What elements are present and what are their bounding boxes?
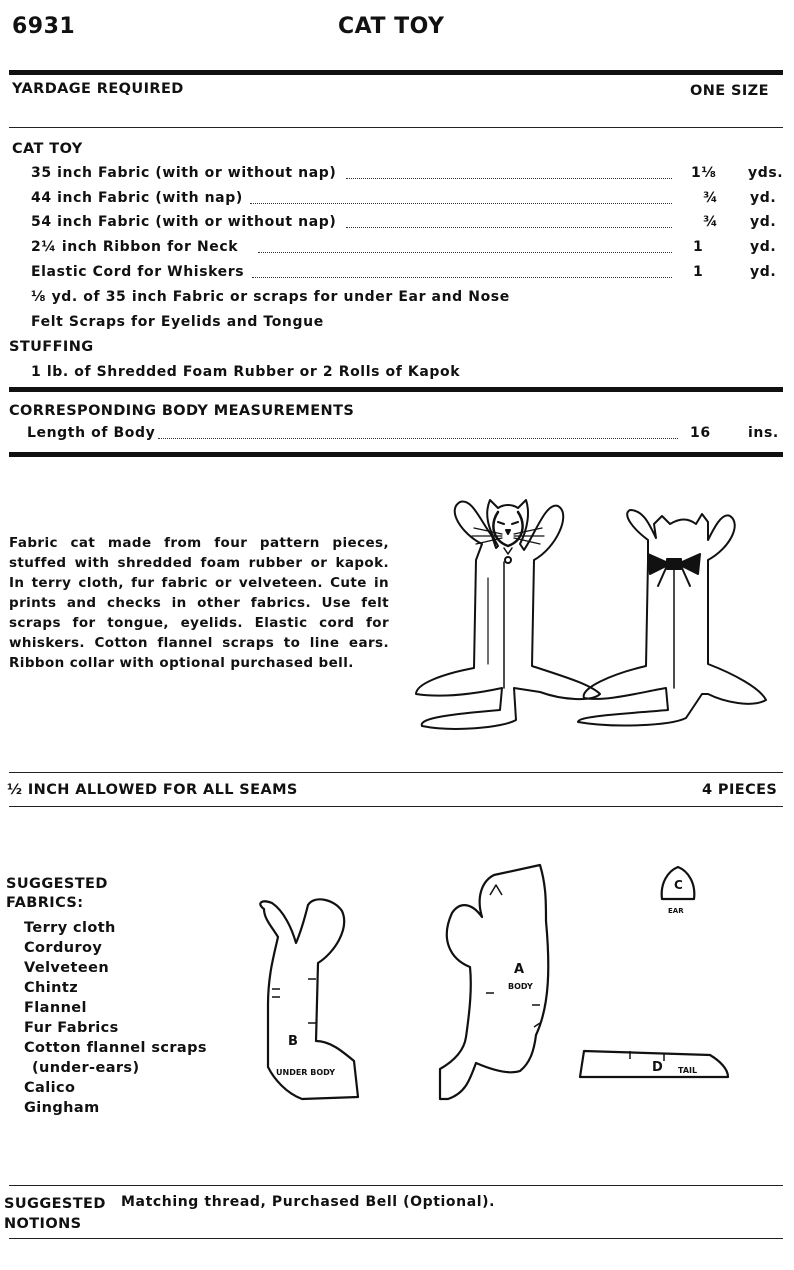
leader-dots (258, 252, 672, 253)
pattern-number: 6931 (12, 14, 76, 39)
fabric-item: Calico (24, 1080, 76, 1096)
yardage-row (0, 214, 794, 236)
fabric-item: Terry cloth (24, 920, 116, 936)
leader-dots (252, 277, 672, 278)
piece-c-letter: C (674, 878, 683, 892)
notions-heading (4, 1194, 106, 1234)
fabric-item: Cotton flannel scraps (24, 1040, 207, 1056)
row-qty: 1 (693, 264, 704, 280)
piece-d-label: TAIL (678, 1066, 698, 1075)
row-label: 44 inch Fabric (with nap) (31, 190, 243, 206)
leader-dots (158, 438, 678, 439)
piece-c-label: EAR (668, 907, 684, 915)
piece-count: 4 PIECES (702, 782, 778, 798)
row-unit: yd. (750, 239, 777, 255)
piece-b-letter: B (288, 1034, 298, 1049)
row-label: 35 inch Fabric (with or without nap) (31, 165, 337, 181)
piece-a-label: BODY (508, 982, 533, 991)
cat-illustration (412, 488, 784, 743)
row-qty: 1⅛ (691, 165, 717, 181)
divider (9, 806, 783, 807)
measurement-row (0, 425, 794, 447)
description: Fabric cat made from four pattern pieces, stuffed with shredded foam rubber or kapok. In terry cloth, fur fabric or velveteen. Cute in prints and checks in other fabrics. Use felt scraps for tongue, eyelids. Elastic cord for whiskers. Cotton flannel scraps to line ears. Ribbon collar with optional purchased bell. (9, 535, 389, 671)
item-heading: CAT TOY (12, 141, 83, 157)
row-qty: 1 (693, 239, 704, 255)
yardage-heading: YARDAGE REQUIRED (12, 81, 184, 97)
fabrics-heading-line: FABRICS: (6, 895, 84, 911)
divider (9, 387, 783, 392)
yardage-row (0, 165, 794, 187)
row-unit: yd. (750, 190, 777, 206)
fabric-item: Flannel (24, 1000, 87, 1016)
fabrics-heading (6, 875, 108, 913)
fabric-item: Fur Fabrics (24, 1020, 119, 1036)
notions-heading-line: NOTIONS (4, 1216, 82, 1232)
row-qty: ¾ (703, 214, 719, 230)
fabric-item: Chintz (24, 980, 79, 996)
divider (9, 452, 783, 457)
fabric-item: Velveteen (24, 960, 110, 976)
row-unit: ins. (748, 425, 779, 441)
leader-dots (346, 178, 672, 179)
leader-dots (346, 227, 672, 228)
pattern-pieces-diagram (250, 855, 750, 1105)
piece-b-label: UNDER BODY (276, 1068, 335, 1077)
divider (9, 70, 783, 75)
divider (9, 1185, 783, 1186)
fabric-item: (under-ears) (32, 1060, 140, 1076)
fabric-item: Corduroy (24, 940, 103, 956)
divider (9, 1238, 783, 1239)
divider (9, 772, 783, 773)
yardage-row (0, 264, 794, 286)
row-unit: yd. (750, 214, 777, 230)
extra-line: Felt Scraps for Eyelids and Tongue (31, 314, 324, 330)
row-unit: yds. (748, 165, 784, 181)
divider (9, 127, 783, 128)
yardage-row (0, 239, 794, 261)
extra-line: ⅛ yd. of 35 inch Fabric or scraps for under Ear and Nose (31, 289, 510, 305)
row-qty: 16 (690, 425, 711, 441)
size-label: ONE SIZE (690, 83, 769, 99)
piece-d-letter: D (652, 1060, 663, 1075)
seam-allowance: ½ INCH ALLOWED FOR ALL SEAMS (7, 782, 298, 798)
row-label: Elastic Cord for Whiskers (31, 264, 245, 280)
stuffing-heading: STUFFING (9, 339, 94, 355)
row-label: Length of Body (27, 425, 156, 441)
row-qty: ¾ (703, 190, 719, 206)
measurements-heading: CORRESPONDING BODY MEASUREMENTS (9, 403, 355, 419)
back-cat-outline (578, 510, 766, 725)
notions-heading-line: SUGGESTED (4, 1196, 106, 1212)
piece-a-letter: A (514, 962, 525, 977)
fabric-item: Gingham (24, 1100, 100, 1116)
row-label: 2¼ inch Ribbon for Neck (31, 239, 239, 255)
page-title: CAT TOY (338, 14, 445, 39)
fabrics-list (24, 918, 207, 1118)
fabrics-heading-line: SUGGESTED (6, 876, 108, 892)
row-unit: yd. (750, 264, 777, 280)
notions-text: Matching thread, Purchased Bell (Optional). (121, 1194, 496, 1210)
stuffing-line: 1 lb. of Shredded Foam Rubber or 2 Rolls of Kapok (31, 364, 461, 380)
row-label: 54 inch Fabric (with or without nap) (31, 214, 337, 230)
leader-dots (250, 203, 672, 204)
yardage-row (0, 190, 794, 212)
